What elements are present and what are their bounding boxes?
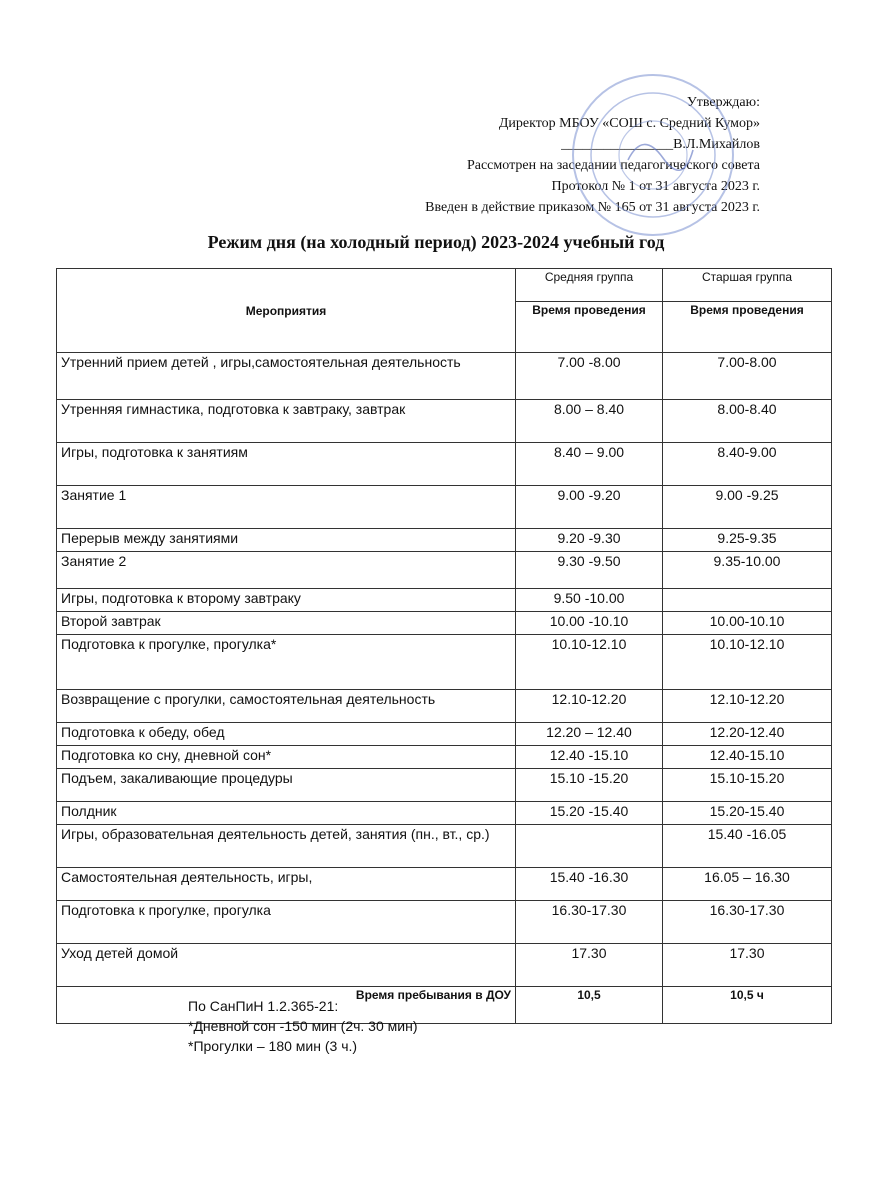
row-activity: Подготовка к прогулке, прогулка* xyxy=(57,635,516,690)
row-activity: Подготовка ко сну, дневной сон* xyxy=(57,746,516,769)
approval-line-2: Директор МБОУ «СОШ с. Средний Кумор» xyxy=(498,116,760,131)
row-time-group-2: 12.10-12.20 xyxy=(663,690,832,723)
total-label: Время пребывания в ДОУ xyxy=(57,987,516,1024)
row-time-group-2: 9.35-10.00 xyxy=(663,552,832,589)
row-activity: Игры, подготовка к занятиям xyxy=(57,443,516,486)
row-time-group-2: 7.00-8.00 xyxy=(663,353,832,400)
header-group-2: Старшая группа xyxy=(663,269,832,302)
row-time-group-2: 8.40-9.00 xyxy=(663,443,832,486)
header-group-1: Средняя группа xyxy=(516,269,663,302)
row-time-group-1: 10.10-12.10 xyxy=(516,635,663,690)
row-time-group-1: 9.00 -9.20 xyxy=(516,486,663,529)
note-line-1: По СанПиН 1.2.365-21: xyxy=(188,998,339,1014)
row-time-group-2: 10.00-10.10 xyxy=(663,612,832,635)
table-row xyxy=(57,723,832,746)
note-line-2: *Дневной сон -150 мин (2ч. 30 мин) xyxy=(188,1018,418,1034)
row-time-group-1: 12.20 – 12.40 xyxy=(516,723,663,746)
row-time-group-1: 12.10-12.20 xyxy=(516,690,663,723)
header-time-2: Время проведения xyxy=(663,302,832,353)
row-time-group-1: 17.30 xyxy=(516,944,663,987)
row-time-group-1: 15.10 -15.20 xyxy=(516,769,663,802)
row-time-group-1: 9.50 -10.00 xyxy=(516,589,663,612)
total-group-1: 10,5 xyxy=(516,987,663,1024)
row-time-group-2: 16.30-17.30 xyxy=(663,901,832,944)
row-time-group-2: 15.10-15.20 xyxy=(663,769,832,802)
row-time-group-1: 8.40 – 9.00 xyxy=(516,443,663,486)
row-time-group-1: 9.30 -9.50 xyxy=(516,552,663,589)
row-activity: Игры, подготовка к второму завтраку xyxy=(57,589,516,612)
row-activity: Второй завтрак xyxy=(57,612,516,635)
row-activity: Подготовка к прогулке, прогулка xyxy=(57,901,516,944)
header-activity: Мероприятия xyxy=(57,269,516,353)
row-time-group-2 xyxy=(663,589,832,612)
table-row xyxy=(57,635,832,690)
row-time-group-1: 16.30-17.30 xyxy=(516,901,663,944)
row-time-group-2: 9.25-9.35 xyxy=(663,529,832,552)
table-row xyxy=(57,443,832,486)
row-activity: Уход детей домой xyxy=(57,944,516,987)
row-activity: Подготовка к обеду, обед xyxy=(57,723,516,746)
table-row xyxy=(57,690,832,723)
row-time-group-1: 8.00 – 8.40 xyxy=(516,400,663,443)
table-row xyxy=(57,529,832,552)
row-activity: Самостоятельная деятельность, игры, xyxy=(57,868,516,901)
approval-line-5: Протокол № 1 от 31 августа 2023 г. xyxy=(551,179,760,194)
row-time-group-2: 17.30 xyxy=(663,944,832,987)
table-row xyxy=(57,746,832,769)
table-row xyxy=(57,825,832,868)
table-row xyxy=(57,868,832,901)
row-time-group-1: 10.00 -10.10 xyxy=(516,612,663,635)
table-row xyxy=(57,901,832,944)
approval-line-3: ________________В.Л.Михайлов xyxy=(561,137,760,152)
table-row xyxy=(57,802,832,825)
row-time-group-1: 12.40 -15.10 xyxy=(516,746,663,769)
row-activity: Утренняя гимнастика, подготовка к завтраку, завтрак xyxy=(57,400,516,443)
official-stamp-icon xyxy=(568,70,738,240)
row-activity: Игры, образовательная деятельность детей, занятия (пн., вт., ср.) xyxy=(57,825,516,868)
approval-line-6: Введен в действие приказом № 165 от 31 августа 2023 г. xyxy=(425,200,760,215)
row-time-group-2: 8.00-8.40 xyxy=(663,400,832,443)
row-time-group-1: 15.20 -15.40 xyxy=(516,802,663,825)
row-activity: Занятие 1 xyxy=(57,486,516,529)
header-time-1: Время проведения xyxy=(516,302,663,353)
table-row xyxy=(57,552,832,589)
row-time-group-2: 12.20-12.40 xyxy=(663,723,832,746)
table-row xyxy=(57,944,832,987)
page-title: Режим дня (на холодный период) 2023-2024 учебный год xyxy=(207,232,665,252)
row-activity: Перерыв между занятиями xyxy=(57,529,516,552)
schedule-table xyxy=(56,268,832,1024)
row-time-group-2: 9.00 -9.25 xyxy=(663,486,832,529)
row-time-group-2: 10.10-12.10 xyxy=(663,635,832,690)
table-row xyxy=(57,400,832,443)
footnotes xyxy=(188,996,417,1056)
row-time-group-2: 15.40 -16.05 xyxy=(663,825,832,868)
row-time-group-1: 7.00 -8.00 xyxy=(516,353,663,400)
note-line-3: *Прогулки – 180 мин (3 ч.) xyxy=(188,1038,358,1054)
table-row xyxy=(57,486,832,529)
table-row xyxy=(57,589,832,612)
row-activity: Полдник xyxy=(57,802,516,825)
row-activity: Занятие 2 xyxy=(57,552,516,589)
row-time-group-1 xyxy=(516,825,663,868)
row-activity: Подъем, закаливающие процедуры xyxy=(57,769,516,802)
table-row xyxy=(57,612,832,635)
table-row xyxy=(57,353,832,400)
row-time-group-2: 15.20-15.40 xyxy=(663,802,832,825)
row-time-group-1: 15.40 -16.30 xyxy=(516,868,663,901)
row-time-group-2: 12.40-15.10 xyxy=(663,746,832,769)
row-activity: Утренний прием детей , игры,самостоятельная деятельность xyxy=(57,353,516,400)
row-time-group-1: 9.20 -9.30 xyxy=(516,529,663,552)
approval-line-4: Рассмотрен на заседании педагогического совета xyxy=(466,158,760,173)
total-group-2: 10,5 ч xyxy=(663,987,832,1024)
approval-line-1: Утверждаю: xyxy=(686,95,760,110)
row-time-group-2: 16.05 – 16.30 xyxy=(663,868,832,901)
row-activity: Возвращение с прогулки, самостоятельная деятельность xyxy=(57,690,516,723)
table-row xyxy=(57,769,832,802)
